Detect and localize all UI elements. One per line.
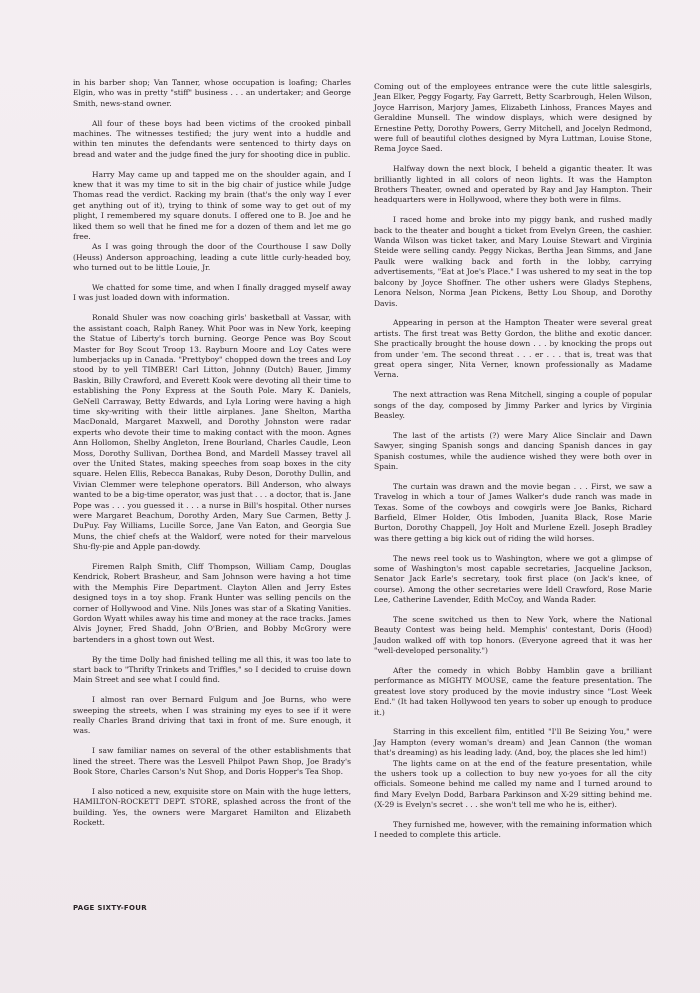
paragraph: in his barber shop; Van Tanner, whose occupation is loafing; Charles Elgin, who was in pretty "stiff" business . . . an undertaker; and George Smith, news-stand owner. bbox=[73, 78, 351, 108]
paragraph: They furnished me, however, with the remaining information which I needed to complete this article. bbox=[374, 820, 652, 840]
paragraph: I also noticed a new, exquisite store on Main with the huge letters, HAMILTON-ROCKETT DEPT. STORE, splashed across the front of the building. Yes, the owners were Margaret Hamilton and Elizabeth Rockett. bbox=[73, 786, 351, 828]
paragraph: As I was going through the door of the Courthouse I saw Dolly (Heuss) Anderson approaching, leading a cute little curly-headed boy, who turned out to be little Louie, Jr. bbox=[73, 242, 351, 273]
paragraph: We chatted for some time, and when I finally dragged myself away I was just loaded down with information. bbox=[73, 283, 351, 303]
paragraph: Coming out of the employees entrance were the cute little salesgirls, Jean Elker, Peggy Fogarty, Fay Garrett, Betty Scarbrough, Helen Wilson, Joyce Harrison, Marjory James, Elizabeth Linhoss, Frances Mayes and Geraldine Munsell. The window displays, which were designed by Ernestine Petty, Dorothy Powers, Gerry Mitchell, and Jocelyn Redmond, were full of beautiful clothes designed by Myra Luttman, Louise Stone, Rema Joyce Saed. bbox=[374, 82, 652, 154]
left-column bbox=[73, 78, 351, 838]
page-number: PAGE SIXTY-FOUR bbox=[73, 904, 147, 912]
paragraph: Halfway down the next block, I beheld a gigantic theater. It was brilliantly lighted in all colors of neon lights. It was the Hampton Brothers Theater, owned and operated by Ray and Jay Hampton. Their headquarters were in Hollywood, where they both were in films. bbox=[374, 164, 652, 205]
paragraph: The lights came on at the end of the feature presentation, while the ushers took up a collection to buy new yo-yoes for all the city officials. Someone behind me called my name and I turned around to find Mary Evelyn Dodd, Barbara Parkinson and X-29 sitting behind me. (X-29 is Evelyn's secret . . . she won't tell me who he is, either). bbox=[374, 758, 652, 810]
paragraph: After the comedy in which Bobby Hamblin gave a brilliant performance as MIGHTY MOUSE, came the feature presentation. The greatest love story produced by the movie industry since "Lost Week End." (It had taken Hollywood ten years to sober up enough to produce it.) bbox=[374, 666, 652, 717]
paragraph: Appearing in person at the Hampton Theater were several great artists. The first treat was Betty Gordon, the blithe and exotic dancer. She practically brought the house down . . . by knocking the props out from under 'em. The second threat . . . er . . . that is, treat was that great opera singer, Nita Verner, known professionally as Madame Verna. bbox=[374, 318, 652, 380]
paragraph: By the time Dolly had finished telling me all this, it was too late to start back to "Thrifty Trinkets and Triffles," so I decided to cruise down Main Street and see what I could find. bbox=[73, 654, 351, 685]
paragraph: The scene switched us then to New York, where the National Beauty Contest was being held. Memphis' contestant, Doris (Hood) Jaudon walked off with top honors. (Everyone agreed that it was her "well-developed personality.") bbox=[374, 615, 652, 656]
paragraph: The news reel took us to Washington, where we got a glimpse of some of Washington's most capable secretaries, Jacqueline Jackson, Senator Jack Earle's secretary, took first place (on Jack's knee, of course). Among the other secretaries were Idell Crawford, Rose Marie Lee, Catherine Lavender, Edith McCoy, and Wanda Rader. bbox=[374, 553, 652, 605]
paragraph: Harry May came up and tapped me on the shoulder again, and I knew that it was my time to sit in the big chair of justice while Judge Thomas read the verdict. Racking my brain (that's the only way I ever get anything out of it), trying to think of some way to get out of my plight, I remembered my square donuts. I offered one to B. Joe and he liked them so well that he fined me for a dozen of them and let me go free. bbox=[73, 169, 351, 242]
paragraph: I saw familiar names on several of the other establishments that lined the street. There was the Lesvell Philpot Pawn Shop, Joe Brady's Book Store, Charles Carson's Nut Shop, and Doris Hopper's Tea Shop. bbox=[73, 746, 351, 777]
paragraph: The next attraction was Rena Mitchell, singing a couple of popular songs of the day, composed by Jimmy Parker and lyrics by Virginia Beasley. bbox=[374, 390, 652, 420]
paragraph: Ronald Shuler was now coaching girls' basketball at Vassar, with the assistant coach, Ralph Raney. Whit Poor was in New York, keeping the Statue of Liberty's torch burning. George Pence was Boy Scout Master for Boy Scout Troop 13. Rayburn Moore and Loy Cates were lumberjacks up in Canada. "Prettyboy" chopped down the trees and Loy stood by to yell TIMBER! Carl Litton, Johnny (Dutch) Bauer, Jimmy Baskin, Billy Crawford, and Everett Kook were devoting all their time to establishing the Pony Express at the South Pole. Mary K. Daniels, GeNell Carraway, Betty Edwards, and Lyla Loring were having a high time sky-writing with their little airplanes. Jane Shelton, Martha MacDonald, Margaret Maxwell, and Dorothy Johnston were radar experts who devote their time to making contact with the moon. Agnes Ann Hollomon, Shelby Angleton, Irene Bourland, Charles Caudle, Leon Moss, Dorothy Sullivan, Dorthea Bond, and Mardell Massey travel all over the United States, making speeches from soap boxes in the city square. Helen Ellis, Rebecca Banakas, Ruby Deson, Dorothy Dullin, and Vivian Clemmer were telephone operators. Bill Anderson, who always wanted to be a big-time operator, was just that . . . a doctor, that is. Jane Pope was . . . you guessed it . . . a nurse in Bill's hospital. Other nurses were Margaret Beachum, Dorothy Arden, Mary Sue Carmen, Betty J. DuPuy. Fay Williams, Lucille Sorce, Jane Van Eaton, and Georgia Sue Muns, the chief chefs at the Waldorf, were noted for their marvelous Shu-fly-pie and Apple pan-dowdy. bbox=[73, 313, 351, 552]
paragraph: The last of the artists (?) were Mary Alice Sinclair and Dawn Sawyer, singing Spanish songs and dancing Spanish dances in gay Spanish costumes, while the audience wished they were both over in Spain. bbox=[374, 430, 652, 471]
paragraph: All four of these boys had been victims of the crooked pinball machines. The witnesses testified; the jury went into a huddle and within ten minutes the defendants were sentenced to thirty days on bread and water and the judge fined the jury for shooting dice in public. bbox=[73, 118, 351, 159]
right-column bbox=[374, 82, 652, 850]
paragraph: I raced home and broke into my piggy bank, and rushed madly back to the theater and bought a ticket from Evelyn Green, the cashier. Wanda Wilson was ticket taker, and Mary Louise Stewart and Virginia Steide were selling candy. Peggy Nickas, Bertha Jean Simms, and Jane Paulk were walking back and forth in the lobby, carrying advertisements, "Eat at Joe's Place." I was ushered to my seat in the top balcony by Joyce Shoffner. The other ushers were Gladys Stephens, Lenora Nelson, Norma Jean Pickens, Betty Lou Shoup, and Dorothy Davis. bbox=[374, 215, 652, 308]
paragraph: Starring in this excellent film, entitled "I'll Be Seizing You," were Jay Hampton (every woman's dream) and Jean Cannon (the woman that's dreaming) as his leading lady. (And, boy, the places she led him!) bbox=[374, 727, 652, 758]
paragraph: I almost ran over Bernard Fulgum and Joe Burns, who were sweeping the streets, when I was straining my eyes to see if it were really Charles Brand driving that taxi in front of me. Sure enough, it was. bbox=[73, 695, 351, 736]
paragraph: The curtain was drawn and the movie began . . . First, we saw a Travelog in which a tour of James Walker's dude ranch was made in Texas. Some of the cowboys and cowgirls were Joe Banks, Richard Barfield, Elmer Holder, Otis Imboden, Juanita Black, Rose Marie Burton, Dorothy Chappell, Joy Holt and Murlene Ezell. Joseph Bradley was there getting a big kick out of riding the wild horses. bbox=[374, 481, 652, 543]
paragraph: Firemen Ralph Smith, Cliff Thompson, William Camp, Douglas Kendrick, Robert Brasheur, and Sam Johnson were having a hot time with the Memphis Fire Department. Clayton Allen and Jerry Estes designed toys in a toy shop. Frank Hunter was selling pencils on the corner of Hollywood and Vine. Nils Jones was star of a Skating Vanities. Gordon Wyatt whiles away his time and money at the race tracks. James Alvis Joyner, Fred Shadd, John O'Brien, and Bobby McGrory were bartenders in a ghost town out West. bbox=[73, 562, 351, 644]
